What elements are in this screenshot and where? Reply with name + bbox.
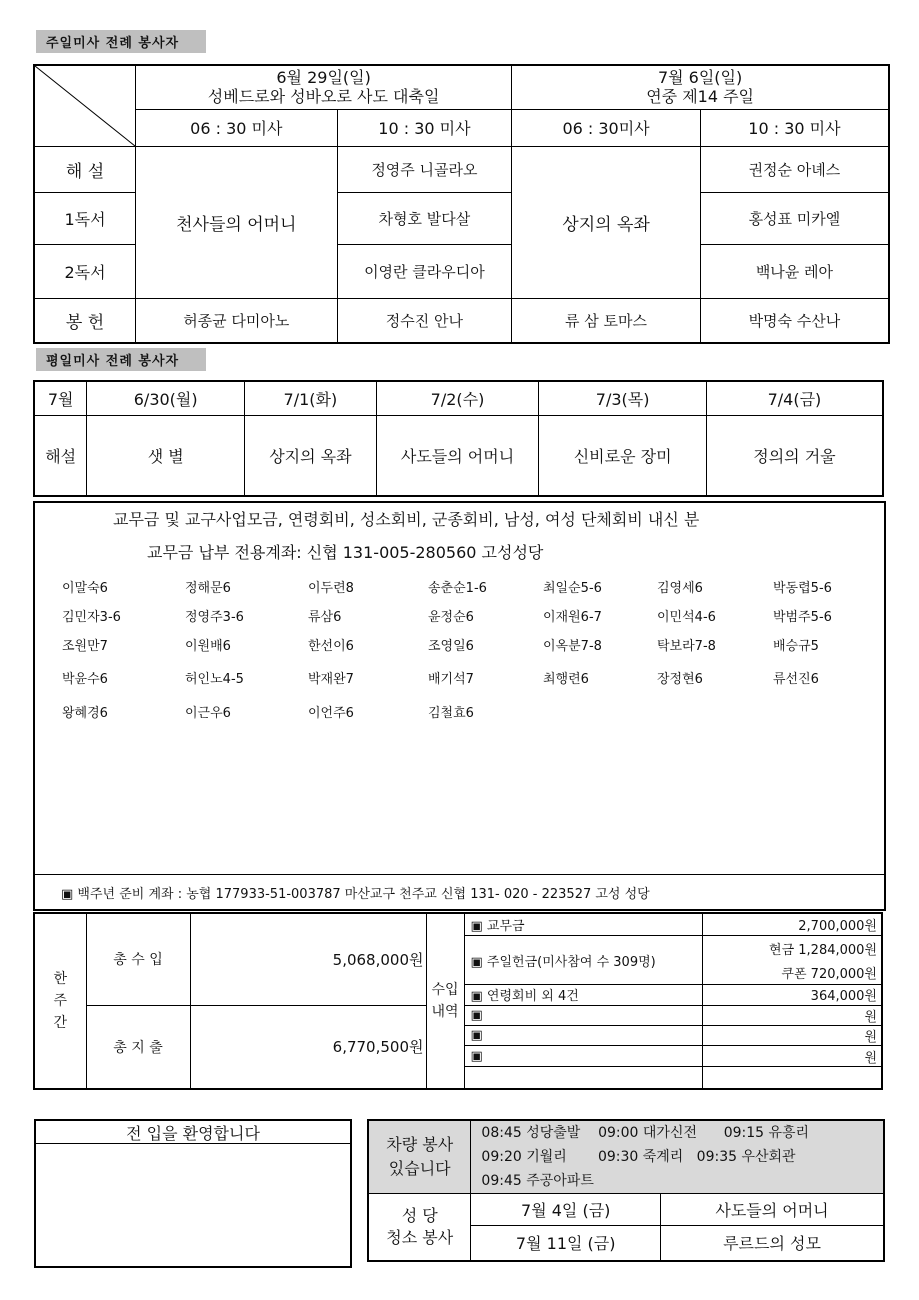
role-reading-2: 2독서 [34,245,136,299]
sunday-date-2 [512,65,889,109]
donor-entry: 조영일6 [428,639,474,654]
income-item-value [702,1066,882,1089]
weekday-group: 정의의 거울 [706,415,883,496]
corner-cell [34,65,136,147]
donor-entry: 김철효6 [428,706,474,721]
feast-2-text: 연중 제14 주일 [646,87,755,107]
reader-cell: 권정순 아녜스 [700,147,889,193]
weekday-day: 7/1(화) [245,381,377,415]
donor-entry: 조원만7 [62,639,108,654]
sunday-section-label: 주일미사 전례 봉사자 [36,30,206,53]
income-item-label [464,1066,702,1089]
reader-cell: 이영란 클라우디아 [337,245,512,299]
weekday-group: 사도들의 어머니 [376,415,539,496]
donor-entry: 박범주5-6 [773,610,832,625]
finance-table [33,912,883,1090]
donor-entry: 이근우6 [185,706,231,721]
time-4: 10 : 30 미사 [700,109,889,146]
income-item-value: 원 [702,1005,882,1025]
reader-cell: 홍성표 미카엘 [700,193,889,245]
donor-entry: 김영세6 [657,581,703,596]
jubilee-account: ▣ 백주년 준비 계좌 : 농협 177933-51-003787 마산교구 천주교 신협 131- 020 - 223527 고성 성당 [61,887,650,902]
donations-heading: 교무금 및 교구사업모금, 연령회비, 성소회비, 군종회비, 남성, 여성 단체회비 내신 분 [113,510,700,529]
sunday-date-1 [136,65,512,109]
offering-cell: 류 삼 토마스 [512,299,701,343]
weekday-role: 해설 [34,415,87,496]
weekday-day: 6/30(월) [87,381,245,415]
donor-entry: 송춘순1-6 [428,581,487,596]
role-commentary: 해 설 [34,147,136,193]
donor-entry: 이옥분7-8 [543,639,602,654]
vehicle-line: 08:45 성당출발 09:00 대가신전 09:15 유흥리 [481,1125,810,1141]
divider [35,874,884,875]
total-expense-value: 6,770,500원 [190,1005,426,1089]
donor-entry: 배기석7 [428,672,474,687]
reader-cell: 정영주 니골라오 [337,147,512,193]
donor-entry: 이언주6 [308,706,354,721]
income-item-value: 현금 1,284,000원 [702,936,882,961]
vehicle-label: 차량 봉사 있습니다 [368,1120,471,1194]
group-cell-3: 상지의 옥좌 [512,147,701,299]
donor-entry: 장정현6 [657,672,703,687]
donor-entry: 이원배6 [185,639,231,654]
donor-entry: 왕혜경6 [62,706,108,721]
vehicle-line: 09:45 주공아파트 [481,1173,594,1189]
welcome-box [34,1119,352,1268]
cleaning-date: 7월 4일 (금) [471,1194,661,1226]
income-item-label: ▣ [464,1005,702,1025]
weekday-day: 7/4(금) [706,381,883,415]
donor-entry: 김민자3-6 [62,610,121,625]
service-table [367,1119,885,1262]
donor-entry: 배승규5 [773,639,819,654]
weekday-group: 상지의 옥좌 [245,415,377,496]
reader-cell: 백나윤 레아 [700,245,889,299]
role-reading-1: 1독서 [34,193,136,245]
cleaning-label: 성 당 청소 봉사 [368,1194,471,1261]
donor-entry: 허인노4-5 [185,672,244,687]
vehicle-line: 09:20 기월리 09:30 죽계리 09:35 우산회관 [481,1149,796,1165]
offering-cell: 허종균 다미아노 [136,299,338,343]
time-1: 06 : 30 미사 [136,109,338,146]
weekday-day: 7/2(수) [376,381,539,415]
income-item-value: 원 [702,1046,882,1066]
week-label: 한 주 간 [34,913,86,1089]
donor-entry: 박동렵5-6 [773,581,832,596]
weekday-group: 신비로운 장미 [539,415,707,496]
income-item-label: ▣ 주일헌금(미사참여 수 309명) [464,936,702,985]
time-3: 06 : 30미사 [512,109,701,146]
donor-entry: 이민석4-6 [657,610,716,625]
offering-cell: 박명숙 수산나 [700,299,889,343]
donor-entry: 이말숙6 [62,581,108,596]
total-income-value: 5,068,000원 [190,913,426,1005]
weekday-table [33,380,884,497]
role-offering: 봉 헌 [34,299,136,343]
income-item-label: ▣ [464,1046,702,1066]
donations-account: 교무금 납부 전용계좌: 신협 131-005-280560 고성성당 [147,543,544,562]
diagonal-line [35,66,135,146]
donor-entry: 최일순5-6 [543,581,602,596]
donor-entry: 박재완7 [308,672,354,687]
income-item-label: ▣ 연령회비 외 4건 [464,985,702,1005]
donor-entry: 류삼6 [308,610,342,625]
date-2-text: 7월 6일(일) [657,68,743,88]
cleaning-date: 7월 11일 (금) [471,1226,661,1261]
sunday-table [33,64,890,344]
weekday-day: 7/3(목) [539,381,707,415]
income-item-value: 원 [702,1026,882,1046]
income-detail-label: 수입 내역 [426,913,464,1089]
cleaning-group: 사도들의 어머니 [661,1194,884,1226]
income-item-label: ▣ 교무금 [464,913,702,936]
offering-cell: 정수진 안나 [337,299,512,343]
donor-entry: 이재원6-7 [543,610,602,625]
donor-entry: 정해문6 [185,581,231,596]
donations-box [33,501,886,911]
income-item-value: 364,000원 [702,985,882,1005]
date-1-text: 6월 29일(일) [276,68,371,88]
income-item-value: 쿠폰 720,000원 [702,960,882,985]
cleaning-group: 루르드의 성모 [661,1226,884,1261]
welcome-title: 전 입을 환영합니다 [36,1121,350,1144]
donor-entry: 류선진6 [773,672,819,687]
income-item-label: ▣ [464,1026,702,1046]
donor-entry: 이두련8 [308,581,354,596]
donor-entry: 최행련6 [543,672,589,687]
weekday-group: 샛 별 [87,415,245,496]
total-income-label: 총 수 입 [86,913,190,1005]
donor-entry: 윤정순6 [428,610,474,625]
weekday-section-label: 평일미사 전례 봉사자 [36,348,206,371]
donor-entry: 한선이6 [308,639,354,654]
vehicle-schedule [471,1120,884,1194]
reader-cell: 차형호 발다살 [337,193,512,245]
donor-entry: 정영주3-6 [185,610,244,625]
donor-entry: 박윤수6 [62,672,108,687]
total-expense-label: 총 지 출 [86,1005,190,1089]
feast-1-text: 성베드로와 성바오로 사도 대축일 [207,87,440,107]
donor-entry: 탁보라7-8 [657,639,716,654]
weekday-month: 7월 [34,381,87,415]
income-item-value: 2,700,000원 [702,913,882,936]
time-2: 10 : 30 미사 [337,109,512,146]
group-cell-1: 천사들의 어머니 [136,147,338,299]
